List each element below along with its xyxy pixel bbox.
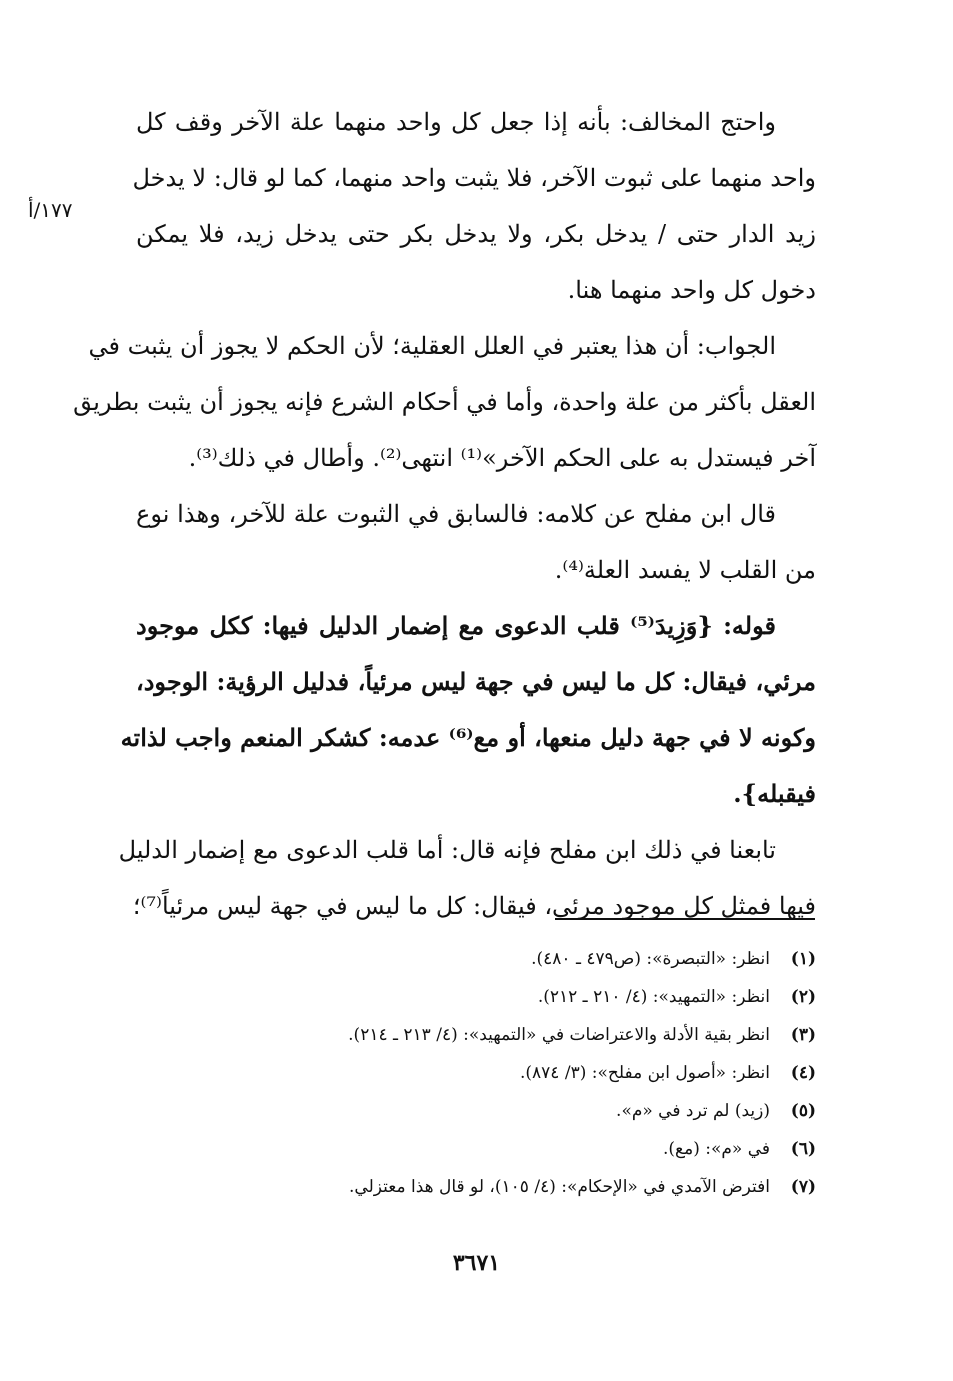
folio-margin-note: ١٧٧/أ	[28, 198, 73, 222]
footnote-number: (١)	[790, 949, 816, 969]
footnote-text: انظر: «التمهيد»: (٤/ ٢١٠ ـ ٢١٢).	[537, 987, 770, 1007]
paragraph-line: آخر فيستدل به على الحكم الآخر»⁽¹⁾ انتهى⁽²⁾. وأطال في ذلك⁽³⁾.	[188, 444, 816, 472]
paragraph-line: قال ابن مفلح عن كلامه: فالسابق في الثبوت علة للآخر، وهذا نوع	[136, 500, 776, 528]
footnote-number: (٣)	[790, 1025, 816, 1045]
footnote	[216, 1054, 816, 1092]
paragraph-line: وكونه لا في جهة دليل منعها، أو مع⁽⁶⁾ عدمه: كشكر المنعم واجب لذاته	[120, 723, 816, 752]
footnotes	[216, 940, 816, 1206]
paragraph-line: قوله: {وَزِيدَ⁽⁵⁾ قلب الدعوى مع إضمار الدليل فيها: ككل موجود	[136, 611, 776, 640]
paragraph-line: فيها فمثل كل موجود مرئي، فيقال: كل ما ليس في جهة ليس مرئياً⁽⁷⁾؛	[132, 892, 816, 920]
paragraph-line: زيد الدار حتى / يدخل بكر، ولا يدخل بكر حتى يدخل زيد، فلا يمكن	[136, 220, 816, 248]
paragraph-line: دخول كل واحد منهما هنا.	[567, 276, 816, 304]
paragraph-line: تابعنا في ذلك ابن مفلح فإنه قال: أما قلب الدعوى مع إضمار الدليل	[118, 836, 776, 864]
footnote-text: في «م»: (مع).	[663, 1139, 770, 1159]
paragraph-line: واحد منهما على ثبوت الآخر، فلا يثبت واحد منهما، كما لو قال: لا يدخل	[132, 164, 816, 192]
footnote-number: (٦)	[790, 1139, 816, 1159]
footnote	[216, 1130, 816, 1168]
page-number: ٣٦٧١	[452, 1250, 501, 1276]
footnote-number: (٤)	[790, 1063, 816, 1083]
footnote-text: انظر: «أصول ابن مفلح»: (٣/ ٨٧٤).	[519, 1063, 770, 1083]
paragraph-line: الجواب: أن هذا يعتبر في العلل العقلية؛ لأن الحكم لا يجوز أن يثبت في	[88, 332, 776, 360]
footnote-separator	[555, 918, 815, 920]
footnote-text: انظر: «التبصرة»: (ص٤٧٩ ـ ٤٨٠).	[531, 949, 770, 969]
footnote-number: (٧)	[790, 1177, 816, 1197]
paragraph-line: العقل بأكثر من علة واحدة، وأما في أحكام الشرع فإنه يجوز أن يثبت بطريق	[73, 388, 816, 416]
main-text	[73, 94, 816, 934]
paragraph-line: مرئي، فيقال: كل ما ليس في جهة ليس مرئياً، فدليل الرؤية: الوجود،	[136, 667, 816, 696]
paragraph-line: من القلب لا يفسد العلة⁽⁴⁾.	[554, 556, 816, 584]
footnote-text: انظر بقية الأدلة والاعتراضات في «التمهيد»: (٤/ ٢١٣ ـ ٢١٤).	[348, 1025, 770, 1045]
footnote	[216, 1092, 816, 1130]
footnote	[216, 1016, 816, 1054]
footnote-text: افترض الآمدي في «الإحكام»: (٤/ ١٠٥)، لو قال هذا معتزلي.	[349, 1177, 770, 1197]
paragraph-line: واحتج المخالف: بأنه إذا جعل كل واحد منهما علة الآخر وقف كل	[136, 108, 776, 136]
footnote	[216, 940, 816, 978]
paragraph-line: فيقبله}.	[733, 779, 816, 808]
footnote-text: (زيد) لم ترد في «م».	[616, 1101, 770, 1121]
footnote	[216, 1168, 816, 1206]
footnote-number: (٢)	[790, 987, 816, 1007]
footnote	[216, 978, 816, 1016]
footnote-number: (٥)	[790, 1101, 816, 1121]
